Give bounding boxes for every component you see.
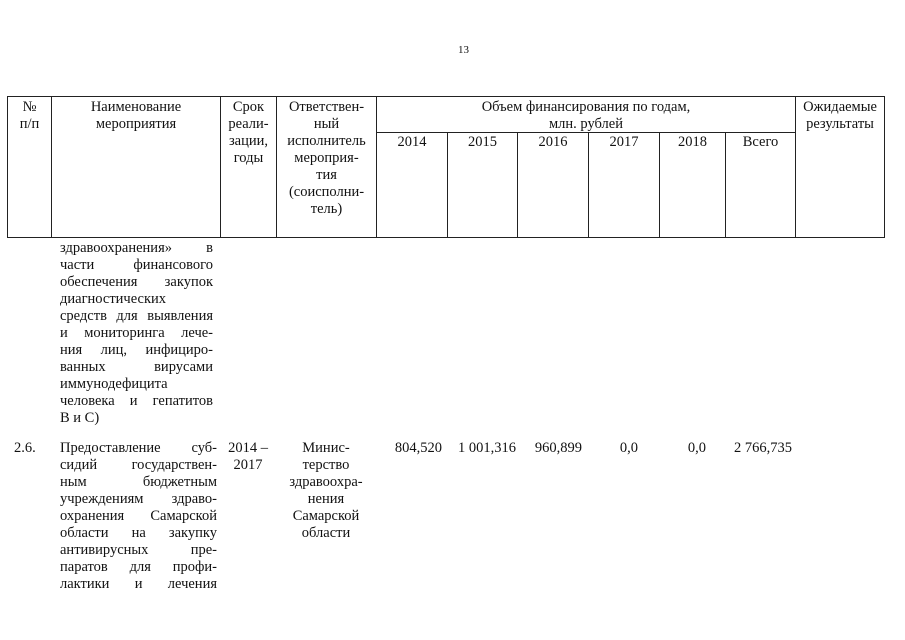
row-name-line: В и С) xyxy=(60,410,100,426)
value-2016: 960,899 xyxy=(534,440,582,456)
header-term-line: реали- xyxy=(228,116,269,132)
value-total: 2 766,735 xyxy=(734,440,792,456)
header-resp-line: тия xyxy=(316,167,337,183)
row-name-line: и мониторинга лече- xyxy=(60,325,213,341)
row-resp-line: терство xyxy=(302,457,350,473)
row-term xyxy=(222,440,274,474)
value-2014: 804,520 xyxy=(394,440,442,456)
header-finance-line: Объем финансирования по годам, xyxy=(481,99,691,115)
row-name-line: ным бюджетным xyxy=(60,474,217,490)
header-term-line: зации, xyxy=(228,133,269,149)
row-name-line: части финансового xyxy=(60,257,213,273)
header-term-line: годы xyxy=(233,150,264,166)
row-name-line: человека и гепатитов xyxy=(60,393,213,409)
row-term-line: 2017 xyxy=(233,457,263,473)
table-top-border xyxy=(7,96,885,97)
row-name-line: антивирусных пре- xyxy=(60,542,217,558)
row-resp-line: Минис- xyxy=(302,440,350,456)
row-name-line: области на закупку xyxy=(60,525,217,541)
row-resp-line: области xyxy=(301,525,351,541)
header-resp-line: ный xyxy=(313,116,340,132)
col-border-right xyxy=(884,96,885,238)
header-results xyxy=(796,99,884,133)
row-name-line: ванных вирусами xyxy=(60,359,213,375)
page-number: 13 xyxy=(458,44,469,56)
header-year-total: Всего xyxy=(742,134,779,150)
header-term-line: Срок xyxy=(232,99,265,115)
header-bottom-border xyxy=(7,237,885,238)
row-responsible xyxy=(278,440,374,542)
header-year-2014: 2014 xyxy=(397,134,427,150)
row-resp-line: Самарской xyxy=(292,508,360,524)
table-row-continuation xyxy=(60,240,213,427)
row-name-line: учреждениям здраво- xyxy=(60,491,217,507)
header-num-line: п/п xyxy=(19,116,40,132)
row-name-line: ния лиц, инфициро- xyxy=(60,342,213,358)
row-name-line: лактики и лечения xyxy=(60,576,217,592)
row-name-line: охранения Самарской xyxy=(60,508,217,524)
value-2017: 0,0 xyxy=(619,440,638,456)
header-finance-line: млн. рублей xyxy=(549,116,623,132)
header-year-2018: 2018 xyxy=(678,134,707,150)
row-name-line: диагностических xyxy=(60,291,167,307)
row-name-line: паратов для профи- xyxy=(60,559,217,575)
header-resp-line: (соисполни- xyxy=(288,184,365,200)
row-name xyxy=(60,440,217,593)
header-responsible xyxy=(277,99,376,218)
row-name-line: Предоставление суб- xyxy=(60,440,217,456)
row-resp-line: нения xyxy=(307,491,345,507)
header-name-line: Наименование xyxy=(90,99,182,115)
header-year-2015: 2015 xyxy=(468,134,497,150)
header-resp-line: исполнитель xyxy=(287,133,366,149)
header-results-line: Ожидаемые xyxy=(803,99,877,115)
value-2018: 0,0 xyxy=(687,440,706,456)
header-name xyxy=(52,99,220,133)
row-name-line: иммунодефицита xyxy=(60,376,168,392)
value-2015: 1 001,316 xyxy=(458,440,516,456)
row-term-line: 2014 – xyxy=(228,440,268,456)
row-name-line: средств для выявления xyxy=(60,308,213,324)
row-number: 2.6. xyxy=(14,440,36,456)
row-name-line: обеспечения закупок xyxy=(60,274,213,290)
row-name-line: сидий государствен- xyxy=(60,457,217,473)
header-results-line: результаты xyxy=(806,116,874,132)
header-resp-line: тель) xyxy=(310,201,343,217)
header-num-line: № xyxy=(22,99,37,115)
header-year-2017: 2017 xyxy=(609,134,639,150)
row-name-line: здравоохранения» в xyxy=(60,240,213,256)
header-resp-line: Ответствен- xyxy=(288,99,365,115)
header-resp-line: мероприя- xyxy=(294,150,359,166)
header-year-2016: 2016 xyxy=(538,134,568,150)
row-resp-line: здравоохра- xyxy=(289,474,363,490)
header-finance xyxy=(377,99,795,133)
header-name-line: мероприятия xyxy=(95,116,177,132)
header-num xyxy=(8,99,51,133)
header-term xyxy=(221,99,276,167)
